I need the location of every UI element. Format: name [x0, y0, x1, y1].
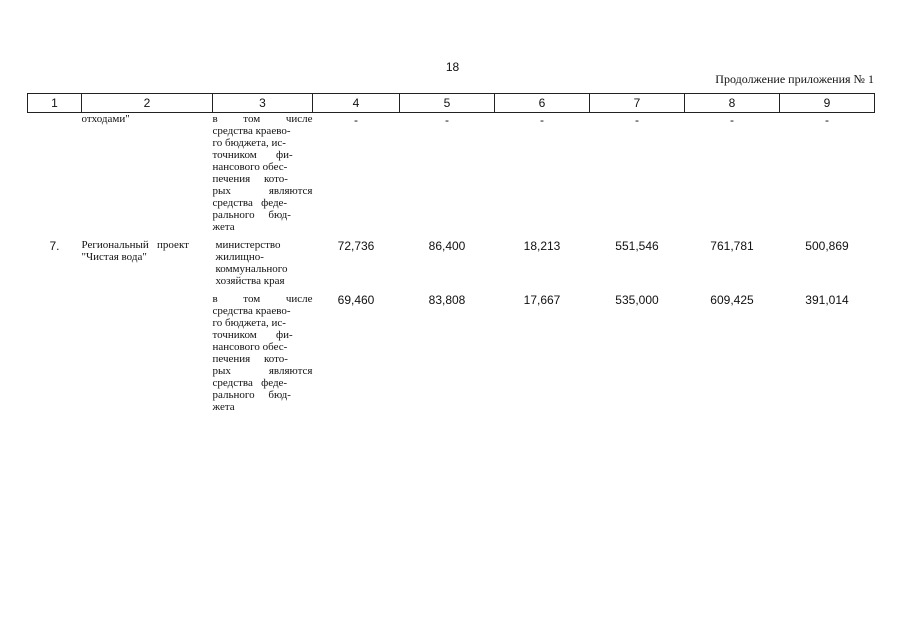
project-name: отходами" — [81, 113, 130, 125]
column-header: 9 — [780, 94, 875, 113]
column-header: 2 — [82, 94, 213, 113]
column-header: 6 — [495, 94, 590, 113]
value-cell: - — [354, 113, 358, 127]
column-header: 3 — [213, 94, 313, 113]
page-number: 18 — [445, 60, 460, 74]
value-cell: 500,869 — [805, 239, 849, 253]
row-index: 7. — [49, 239, 60, 253]
row-index — [28, 113, 82, 234]
funding-source: в том числе средства краево- го бюджета, ис- точником фи- нансового обес- печения кото- рых являются средства феде- рального бюд- жета — [212, 113, 313, 233]
budget-table — [27, 93, 875, 413]
funding-source: министерство жилищно- коммунального хозяйства края — [215, 239, 288, 287]
row-index — [28, 293, 82, 413]
value-cell: 69,460 — [337, 293, 375, 307]
value-cell: 391,014 — [805, 293, 849, 307]
table-row — [28, 293, 875, 413]
value-cell: 83,808 — [428, 293, 466, 307]
column-header: 7 — [590, 94, 685, 113]
value-cell: - — [445, 113, 449, 127]
column-number-header-row — [28, 94, 875, 113]
value-cell: 535,000 — [615, 293, 659, 307]
project-name: Региональный проект "Чистая вода" — [81, 239, 189, 263]
value-cell: - — [635, 113, 639, 127]
value-cell: 609,425 — [710, 293, 754, 307]
value-cell: - — [730, 113, 734, 127]
column-header: 8 — [685, 94, 780, 113]
value-cell: - — [540, 113, 544, 127]
value-cell: - — [825, 113, 829, 127]
value-cell: 72,736 — [337, 239, 375, 253]
value-cell: 551,546 — [615, 239, 659, 253]
value-cell: 18,213 — [523, 239, 561, 253]
column-header: 1 — [28, 94, 82, 113]
funding-source: в том числе средства краево- го бюджета, ис- точником фи- нансового обес- печения кото- рых являются средства феде- рального бюд- жета — [212, 293, 313, 413]
column-header: 5 — [400, 94, 495, 113]
value-cell: 86,400 — [428, 239, 466, 253]
appendix-continuation-note: Продолжение приложения № 1 — [715, 72, 874, 86]
table-row — [28, 239, 875, 287]
value-cell: 17,667 — [523, 293, 561, 307]
table-row — [28, 113, 875, 234]
value-cell: 761,781 — [710, 239, 754, 253]
column-header: 4 — [313, 94, 400, 113]
project-name — [82, 293, 213, 413]
